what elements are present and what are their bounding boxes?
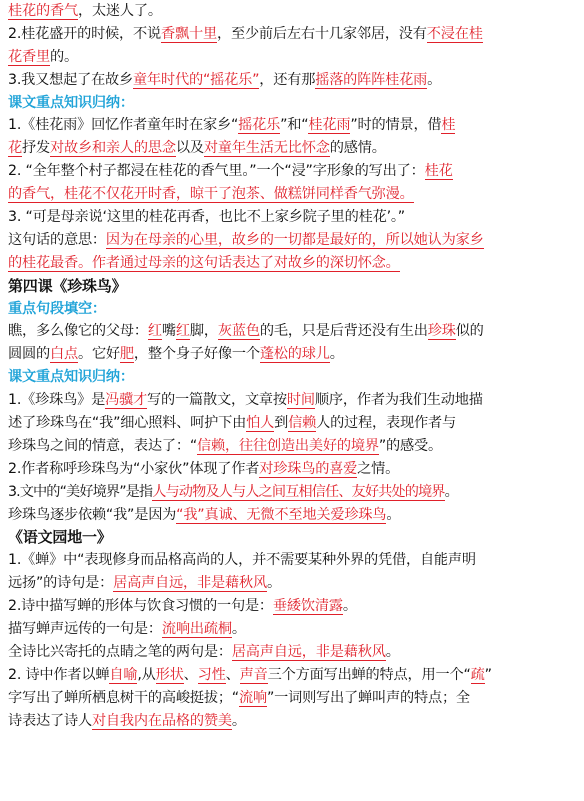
text-line: [8, 710, 574, 733]
text-line: [8, 46, 574, 69]
plain-text: ”时的情景，借: [350, 117, 442, 134]
answer-text: 的桂花最香。作者通过母亲的这句话表达了对故乡的深切怀念。: [8, 254, 400, 271]
answer-text: 肥: [119, 346, 134, 363]
text-line: [8, 320, 574, 343]
plain-text: 似的: [455, 323, 484, 340]
answer-text: 对自我内在品格的赞美: [91, 712, 232, 729]
plain-text: 。: [231, 712, 246, 729]
text-line: [8, 114, 574, 137]
answer-text: 红: [147, 323, 162, 340]
answer-text: 花: [8, 140, 22, 157]
plain-text: 3. “可是母亲说‘这里的桂花再香，也比不上家乡院子里的桂花’。”: [8, 209, 405, 226]
text-line: [8, 206, 574, 229]
plain-text: 《语文园地一》: [8, 528, 112, 547]
answer-text: 桂花的香气: [8, 3, 78, 19]
plain-text: ，太迷人了。: [77, 3, 162, 19]
answer-text: 习性: [197, 666, 226, 683]
text-line: [8, 343, 574, 366]
answer-text: 花香里: [8, 48, 50, 65]
answer-text: 对珍珠鸟的喜爱: [259, 460, 358, 477]
plain-text: 的感情。: [329, 140, 386, 157]
plain-text: 。: [266, 575, 281, 592]
plain-text: 全诗比兴寄托的点睛之笔的两句是：: [8, 643, 232, 660]
plain-text: 之情。: [357, 460, 400, 477]
section-heading: [8, 275, 574, 298]
plain-text: 1.《桂花雨》回忆作者童年时在家乡“: [8, 117, 239, 134]
answer-text: 珍珠: [427, 323, 456, 340]
plain-text: 重点句段填空：: [8, 300, 106, 317]
answer-text: “我”真诚、无微不至地关爱珍珠鸟: [176, 506, 387, 523]
answer-text: 白点: [49, 346, 78, 363]
text-line: [8, 23, 574, 46]
plain-text: 1.《珍珠鸟》是: [8, 392, 106, 409]
text-line: [8, 435, 574, 458]
plain-text: ”: [484, 666, 492, 683]
subsection-heading: [8, 366, 574, 389]
answer-text: 因为在母亲的心里，故乡的一切都是最好的，所以她认为家乡: [105, 231, 484, 248]
text-line: [8, 160, 574, 183]
answer-text: 形状: [155, 666, 184, 683]
answer-text: 居高声自远，非是藉秋风: [113, 575, 267, 592]
text-line: [8, 229, 574, 252]
subsection-heading: [8, 298, 574, 321]
answer-text: 流响出疏桐: [161, 621, 232, 638]
text-line: [8, 664, 574, 687]
plain-text: 脚，: [189, 323, 218, 340]
plain-text: 嘴: [161, 323, 176, 340]
answer-text: 桂花: [424, 163, 453, 180]
plain-text: 2. “全年整个村子都浸在桂花的香气里。”一个“浸”字形象的写出了：: [8, 163, 425, 180]
answer-text: 流响: [238, 689, 267, 706]
plain-text: ，至少前后左右十几家邻居，没有: [216, 25, 427, 42]
answer-text: 红: [175, 323, 190, 340]
answer-text: 香飘十里: [161, 25, 217, 42]
plain-text: 写的一篇散文，文章按: [147, 392, 287, 409]
answer-text: 信赖，往往创造出美好的境界: [197, 437, 379, 454]
text-line: [8, 618, 574, 641]
plain-text: 课文重点知识归纳：: [8, 369, 134, 386]
plain-text: 2.作者称呼珍珠鸟为“小家伙”体现了作者: [8, 460, 260, 477]
answer-text: 童年时代的“摇花乐”: [133, 71, 260, 88]
answer-text: 对故乡和亲人的思念: [49, 140, 176, 157]
plain-text: 。: [342, 598, 357, 615]
plain-text: 。: [231, 621, 246, 638]
plain-text: 。: [385, 643, 400, 660]
plain-text: ”的感受。: [378, 437, 442, 454]
answer-text: 摇花乐: [238, 117, 281, 134]
answer-text: 冯骥才: [105, 392, 148, 409]
plain-text: 的。: [49, 48, 78, 65]
answer-text: 声音: [239, 666, 268, 683]
answer-text: 疏: [470, 666, 485, 683]
plain-text: 以及: [175, 140, 204, 157]
subsection-heading: [8, 92, 574, 115]
plain-text: ，还有那: [259, 71, 316, 88]
plain-text: 远扬”的诗句是：: [8, 575, 114, 592]
text-line: [8, 595, 574, 618]
plain-text: 1.《蝉》中“表现修身而品格高尚的人，并不需要某种外界的凭借，自能声明: [8, 552, 476, 569]
plain-text: 这句话的意思：: [8, 231, 106, 248]
plain-text: 顺序，作者为我们生动地描: [314, 392, 483, 409]
text-line: [8, 137, 574, 160]
answer-text: 信赖: [288, 415, 317, 432]
plain-text: 。: [444, 483, 458, 500]
plain-text: 圆圆的: [8, 346, 50, 363]
answer-text: 人与动物及人与人之间互相信任、友好共处的境界: [152, 483, 445, 500]
text-line: [8, 572, 574, 595]
text-line: [8, 641, 574, 664]
plain-text: 3.我又想起了在故乡: [8, 71, 134, 88]
plain-text: 抒发: [22, 140, 50, 157]
answer-text: 的香气，桂花不仅花开时香，晾干了泡茶、做糕饼同样香气弥漫。: [8, 186, 414, 203]
plain-text: 到: [274, 415, 289, 432]
plain-text: 述了珍珠鸟在“我”细心照料、呵护下由: [8, 415, 247, 432]
text-line: [8, 183, 574, 206]
plain-text: 字写出了蝉所栖息树干的高峻挺拔；“: [8, 689, 239, 706]
answer-text: 自喻: [109, 666, 138, 683]
text-line: [8, 458, 574, 481]
plain-text: 描写蝉声远传的一句是：: [8, 621, 162, 638]
plain-text: 。: [329, 346, 344, 363]
plain-text: ，整个身子好像一个: [133, 346, 260, 363]
plain-text: 2. 诗中作者以蝉: [8, 666, 110, 683]
plain-text: 诗表达了诗人: [8, 712, 92, 729]
plain-text: 。它好: [77, 346, 120, 363]
section-heading: [8, 526, 574, 549]
answer-text: 灰蓝色: [217, 323, 260, 340]
answer-text: 摇落的阵阵桂花雨: [315, 71, 428, 88]
plain-text: ”一词则写出了蝉叫声的特点；全: [266, 689, 470, 706]
plain-text: 珍珠鸟逐步依赖“我”是因为: [8, 506, 177, 523]
answer-text: 桂花雨: [308, 117, 351, 134]
answer-text: 不浸在桂: [426, 25, 483, 42]
plain-text: 第四课《珍珠鸟》: [8, 276, 127, 295]
plain-text: 。: [427, 71, 442, 88]
answer-text: 蓬松的球儿: [259, 346, 330, 363]
text-line: [8, 481, 574, 504]
plain-text: 瞧，多么像它的父母：: [8, 323, 148, 340]
text-line: [8, 549, 574, 572]
text-line: [8, 687, 574, 710]
text-line: [8, 389, 574, 412]
answer-text: 垂緌饮清露: [272, 598, 343, 615]
answer-text: 对童年生活无比怀念: [203, 140, 330, 157]
plain-text: 课文重点知识归纳：: [8, 94, 134, 111]
plain-text: 2.诗中描写蝉的形体与饮食习惯的一句是：: [8, 598, 273, 615]
answer-text: 桂: [441, 117, 456, 134]
plain-text: 人的过程，表现作者与: [316, 415, 456, 432]
plain-text: 、: [183, 666, 198, 683]
answer-text: 时间: [286, 392, 315, 409]
plain-text: 三个方面写出蝉的特点，用一个“: [267, 666, 471, 683]
text-line: [8, 0, 574, 23]
text-line: [8, 412, 574, 435]
plain-text: 。: [386, 506, 401, 523]
text-line: [8, 504, 574, 527]
answer-text: 怕人: [246, 415, 275, 432]
plain-text: 的毛，只是后背还没有生出: [259, 323, 428, 340]
plain-text: 珍珠鸟之间的情意，表达了：“: [8, 437, 197, 454]
plain-text: 、: [225, 666, 240, 683]
text-line: [8, 69, 574, 92]
plain-text: ”和“: [280, 117, 309, 134]
plain-text: 3.文中的“美好境界”是指: [8, 483, 153, 500]
plain-text: ,从: [137, 666, 156, 683]
plain-text: 2.桂花盛开的时候，不说: [8, 25, 162, 42]
text-line: [8, 252, 574, 275]
answer-text: 居高声自远，非是藉秋风: [231, 643, 386, 660]
